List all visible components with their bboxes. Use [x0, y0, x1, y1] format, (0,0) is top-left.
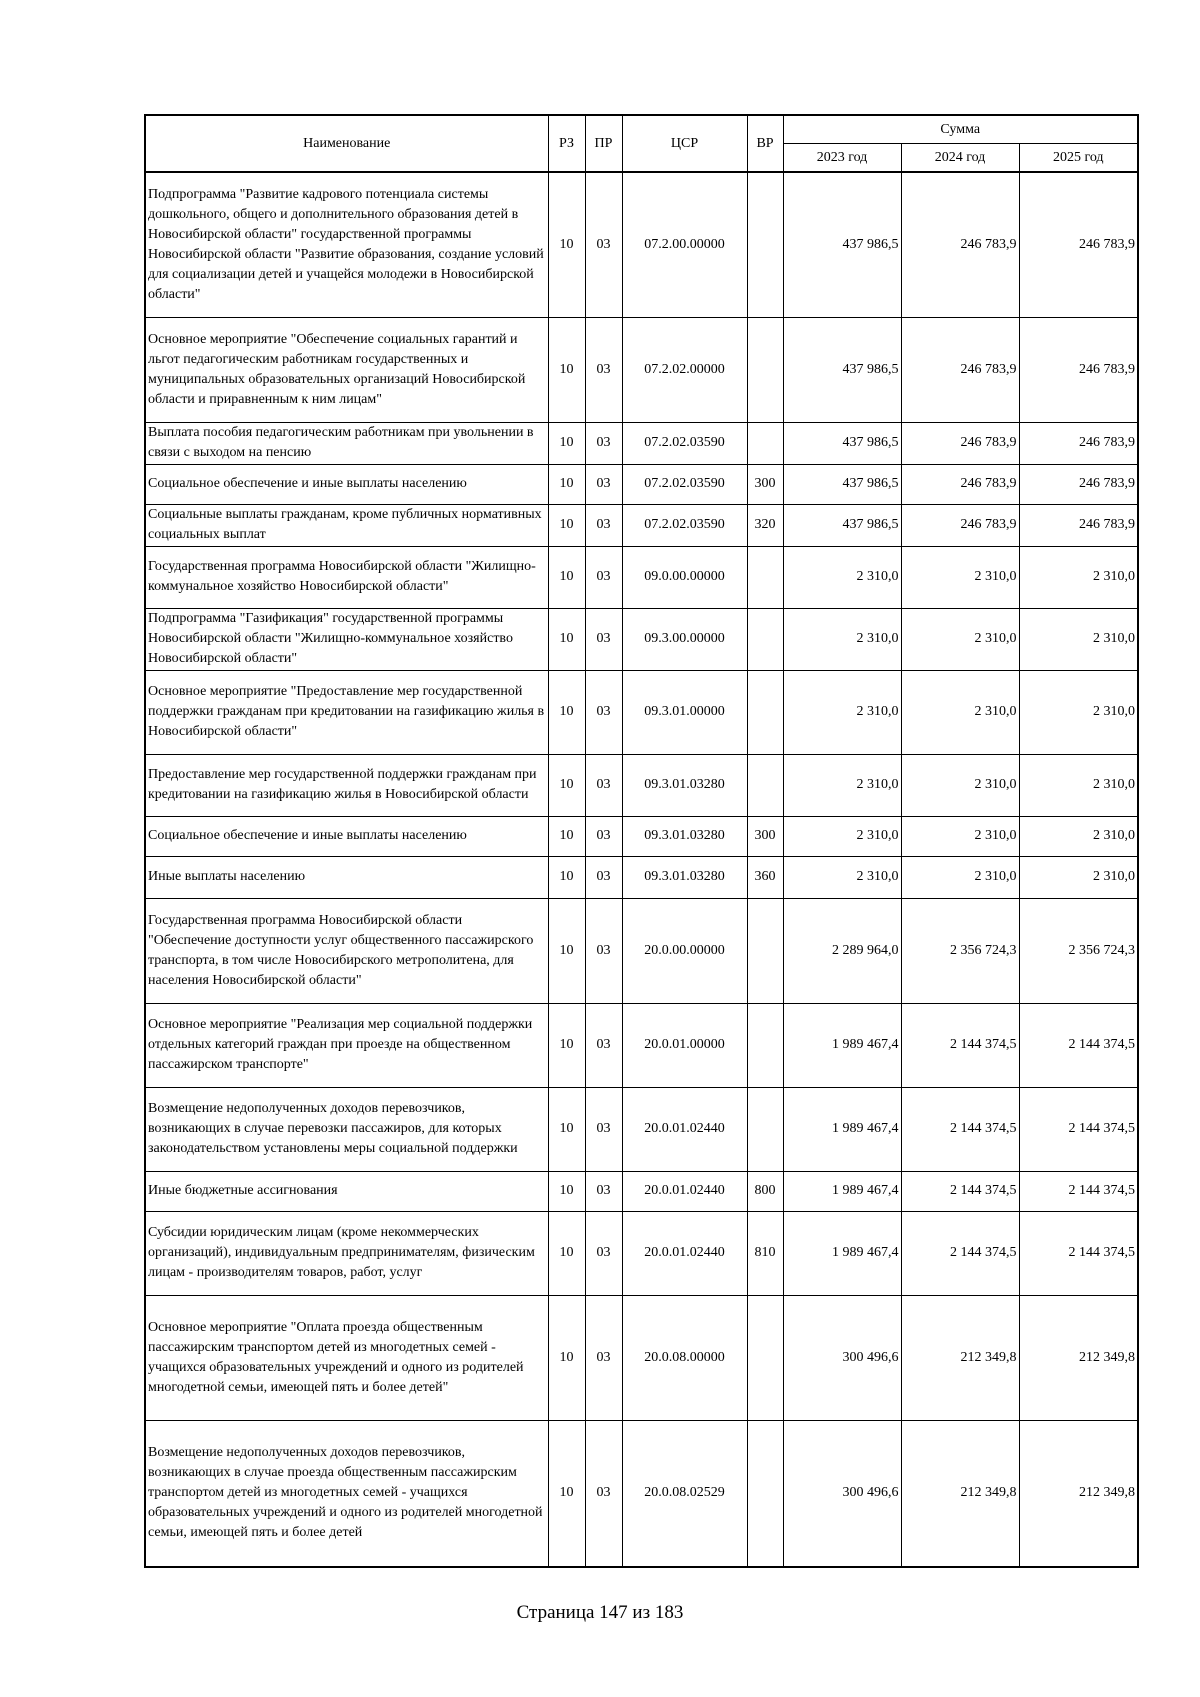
- row-csr: 09.3.01.03280: [622, 816, 747, 856]
- row-rz: 10: [548, 464, 585, 504]
- row-sum-2025: 2 144 374,5: [1019, 1171, 1138, 1211]
- table-header: [145, 115, 1138, 172]
- row-vr: [747, 670, 783, 754]
- row-pr: 03: [585, 317, 622, 422]
- row-pr: 03: [585, 1211, 622, 1295]
- row-vr: [747, 1295, 783, 1420]
- row-name: Иные бюджетные ассигнования: [145, 1171, 548, 1211]
- row-pr: 03: [585, 464, 622, 504]
- row-pr: 03: [585, 670, 622, 754]
- row-name: Возмещение недополученных доходов перевозчиков, возникающих в случае перевозки пассажиров, для которых законодательством установлены меры социальной поддержки: [145, 1087, 548, 1171]
- row-sum-2023: 2 310,0: [783, 816, 901, 856]
- row-sum-2023: 437 986,5: [783, 464, 901, 504]
- table-row: [145, 816, 1138, 856]
- row-csr: 07.2.02.03590: [622, 422, 747, 464]
- row-name: Социальное обеспечение и иные выплаты населению: [145, 816, 548, 856]
- row-sum-2023: 2 310,0: [783, 608, 901, 670]
- row-sum-2025: 246 783,9: [1019, 504, 1138, 546]
- row-sum-2025: 246 783,9: [1019, 172, 1138, 317]
- row-vr: [747, 317, 783, 422]
- row-name: Государственная программа Новосибирской области "Обеспечение доступности услуг общественного пассажирского транспорта, в том числе Новосибирского метрополитена, для населения Новосибирской области": [145, 898, 548, 1003]
- row-csr: 09.3.00.00000: [622, 608, 747, 670]
- row-csr: 20.0.00.00000: [622, 898, 747, 1003]
- table-row: [145, 754, 1138, 816]
- header-2025: 2025 год: [1019, 144, 1138, 173]
- table-row: [145, 504, 1138, 546]
- table-row: [145, 1420, 1138, 1567]
- row-sum-2025: 2 310,0: [1019, 670, 1138, 754]
- table-row: [145, 464, 1138, 504]
- row-pr: 03: [585, 1003, 622, 1087]
- row-csr: 20.0.08.02529: [622, 1420, 747, 1567]
- row-csr: 09.0.00.00000: [622, 546, 747, 608]
- row-sum-2024: 2 310,0: [901, 608, 1019, 670]
- row-name: Предоставление мер государственной поддержки гражданам при кредитовании на газификацию жилья в Новосибирской области: [145, 754, 548, 816]
- row-name: Субсидии юридическим лицам (кроме некоммерческих организаций), индивидуальным предпринимателям, физическим лицам - производителям товаров, работ, услуг: [145, 1211, 548, 1295]
- budget-table: [144, 114, 1139, 1568]
- row-vr: 360: [747, 856, 783, 898]
- row-pr: 03: [585, 1087, 622, 1171]
- table-row: [145, 856, 1138, 898]
- row-rz: 10: [548, 816, 585, 856]
- row-sum-2023: 2 310,0: [783, 754, 901, 816]
- row-sum-2025: 2 310,0: [1019, 856, 1138, 898]
- row-vr: 300: [747, 464, 783, 504]
- header-2024: 2024 год: [901, 144, 1019, 173]
- row-sum-2023: 2 310,0: [783, 546, 901, 608]
- row-pr: 03: [585, 816, 622, 856]
- row-vr: 800: [747, 1171, 783, 1211]
- row-sum-2024: 246 783,9: [901, 172, 1019, 317]
- row-sum-2023: 2 289 964,0: [783, 898, 901, 1003]
- row-rz: 10: [548, 670, 585, 754]
- row-rz: 10: [548, 504, 585, 546]
- row-csr: 20.0.01.00000: [622, 1003, 747, 1087]
- row-name: Социальное обеспечение и иные выплаты населению: [145, 464, 548, 504]
- row-sum-2024: 2 144 374,5: [901, 1003, 1019, 1087]
- row-name: Подпрограмма "Газификация" государственной программы Новосибирской области "Жилищно-коммунальное хозяйство Новосибирской области": [145, 608, 548, 670]
- header-name: Наименование: [145, 115, 548, 172]
- row-name: Основное мероприятие "Предоставление мер государственной поддержки гражданам при кредитовании на газификацию жилья в Новосибирской области": [145, 670, 548, 754]
- row-rz: 10: [548, 172, 585, 317]
- row-sum-2024: 246 783,9: [901, 504, 1019, 546]
- row-sum-2023: 1 989 467,4: [783, 1087, 901, 1171]
- row-csr: 07.2.00.00000: [622, 172, 747, 317]
- row-vr: 300: [747, 816, 783, 856]
- row-sum-2025: 212 349,8: [1019, 1420, 1138, 1567]
- row-csr: 20.0.01.02440: [622, 1171, 747, 1211]
- row-sum-2024: 2 310,0: [901, 816, 1019, 856]
- page-number: Страница 147 из 183: [516, 1602, 684, 1623]
- table-row: [145, 1087, 1138, 1171]
- table-row: [145, 1171, 1138, 1211]
- row-sum-2024: 212 349,8: [901, 1420, 1019, 1567]
- row-rz: 10: [548, 608, 585, 670]
- row-sum-2023: 1 989 467,4: [783, 1211, 901, 1295]
- row-rz: 10: [548, 422, 585, 464]
- row-csr: 20.0.08.00000: [622, 1295, 747, 1420]
- table-row: [145, 608, 1138, 670]
- row-sum-2025: 212 349,8: [1019, 1295, 1138, 1420]
- row-sum-2023: 300 496,6: [783, 1420, 901, 1567]
- row-rz: 10: [548, 546, 585, 608]
- row-rz: 10: [548, 317, 585, 422]
- table-row: [145, 317, 1138, 422]
- row-sum-2023: 1 989 467,4: [783, 1171, 901, 1211]
- row-csr: 09.3.01.00000: [622, 670, 747, 754]
- row-sum-2023: 437 986,5: [783, 172, 901, 317]
- row-vr: [747, 1087, 783, 1171]
- row-pr: 03: [585, 422, 622, 464]
- row-vr: [747, 898, 783, 1003]
- row-vr: [747, 1420, 783, 1567]
- row-rz: 10: [548, 1087, 585, 1171]
- header-pr: ПР: [585, 115, 622, 172]
- row-sum-2025: 2 144 374,5: [1019, 1003, 1138, 1087]
- header-vr: ВР: [747, 115, 783, 172]
- row-csr: 07.2.02.03590: [622, 504, 747, 546]
- row-pr: 03: [585, 172, 622, 317]
- row-rz: 10: [548, 1420, 585, 1567]
- header-rz: РЗ: [548, 115, 585, 172]
- row-sum-2025: 2 310,0: [1019, 608, 1138, 670]
- row-sum-2024: 2 310,0: [901, 754, 1019, 816]
- row-sum-2024: 246 783,9: [901, 464, 1019, 504]
- row-pr: 03: [585, 1171, 622, 1211]
- row-rz: 10: [548, 1211, 585, 1295]
- row-rz: 10: [548, 1295, 585, 1420]
- row-name: Основное мероприятие "Реализация мер социальной поддержки отдельных категорий граждан при проезде на общественном пассажирском транспорте": [145, 1003, 548, 1087]
- row-vr: 810: [747, 1211, 783, 1295]
- row-vr: [747, 754, 783, 816]
- row-csr: 20.0.01.02440: [622, 1211, 747, 1295]
- row-csr: 09.3.01.03280: [622, 754, 747, 816]
- row-sum-2025: 2 356 724,3: [1019, 898, 1138, 1003]
- row-vr: [747, 422, 783, 464]
- table-row: [145, 422, 1138, 464]
- row-sum-2025: 246 783,9: [1019, 317, 1138, 422]
- row-name: Социальные выплаты гражданам, кроме публичных нормативных социальных выплат: [145, 504, 548, 546]
- row-rz: 10: [548, 1003, 585, 1087]
- row-name: Иные выплаты населению: [145, 856, 548, 898]
- table-row: [145, 1295, 1138, 1420]
- row-pr: 03: [585, 1420, 622, 1567]
- row-sum-2025: 2 310,0: [1019, 546, 1138, 608]
- row-name: Возмещение недополученных доходов перевозчиков, возникающих в случае проезда общественным пассажирским транспортом детей из многодетных семей - учащихся образовательных учреждений и одного из родителей многодетной семьи, имеющей пять и более детей: [145, 1420, 548, 1567]
- row-sum-2023: 2 310,0: [783, 670, 901, 754]
- header-2023: 2023 год: [783, 144, 901, 173]
- row-rz: 10: [548, 1171, 585, 1211]
- row-vr: [747, 546, 783, 608]
- row-vr: 320: [747, 504, 783, 546]
- row-sum-2024: 246 783,9: [901, 422, 1019, 464]
- row-sum-2024: 2 310,0: [901, 670, 1019, 754]
- row-sum-2025: 2 144 374,5: [1019, 1087, 1138, 1171]
- row-name: Выплата пособия педагогическим работникам при увольнении в связи с выходом на пенсию: [145, 422, 548, 464]
- row-sum-2025: 2 144 374,5: [1019, 1211, 1138, 1295]
- row-pr: 03: [585, 856, 622, 898]
- row-pr: 03: [585, 754, 622, 816]
- row-sum-2023: 2 310,0: [783, 856, 901, 898]
- row-sum-2024: 2 356 724,3: [901, 898, 1019, 1003]
- row-sum-2025: 2 310,0: [1019, 816, 1138, 856]
- row-pr: 03: [585, 1295, 622, 1420]
- row-sum-2023: 437 986,5: [783, 504, 901, 546]
- table-row: [145, 670, 1138, 754]
- row-name: Подпрограмма "Развитие кадрового потенциала системы дошкольного, общего и дополнительного образования детей в Новосибирской области" государственной программы Новосибирской области "Развитие образования, создание условий для социализации детей и учащейся молодежи в Новосибирской области": [145, 172, 548, 317]
- row-rz: 10: [548, 856, 585, 898]
- row-pr: 03: [585, 608, 622, 670]
- row-name: Основное мероприятие "Оплата проезда общественным пассажирским транспортом детей из многодетных семей - учащихся образовательных учреждений и одного из родителей многодетной семьи, имеющей пять и более детей": [145, 1295, 548, 1420]
- header-csr: ЦСР: [622, 115, 747, 172]
- row-sum-2025: 246 783,9: [1019, 464, 1138, 504]
- row-sum-2024: 2 310,0: [901, 856, 1019, 898]
- row-sum-2024: 2 144 374,5: [901, 1171, 1019, 1211]
- row-name: Государственная программа Новосибирской области "Жилищно-коммунальное хозяйство Новосибирской области": [145, 546, 548, 608]
- row-csr: 09.3.01.03280: [622, 856, 747, 898]
- table-row: [145, 546, 1138, 608]
- row-sum-2024: 2 310,0: [901, 546, 1019, 608]
- row-pr: 03: [585, 546, 622, 608]
- row-csr: 07.2.02.03590: [622, 464, 747, 504]
- table-body: [145, 172, 1138, 1567]
- row-csr: 20.0.01.02440: [622, 1087, 747, 1171]
- table-row: [145, 1003, 1138, 1087]
- table-row: [145, 898, 1138, 1003]
- row-vr: [747, 172, 783, 317]
- header-sum: Сумма: [783, 115, 1138, 144]
- row-sum-2024: 2 144 374,5: [901, 1087, 1019, 1171]
- row-sum-2023: 1 989 467,4: [783, 1003, 901, 1087]
- table-row: [145, 172, 1138, 317]
- row-rz: 10: [548, 898, 585, 1003]
- row-vr: [747, 1003, 783, 1087]
- row-sum-2023: 300 496,6: [783, 1295, 901, 1420]
- row-rz: 10: [548, 754, 585, 816]
- row-sum-2023: 437 986,5: [783, 317, 901, 422]
- row-sum-2025: 2 310,0: [1019, 754, 1138, 816]
- row-pr: 03: [585, 898, 622, 1003]
- table-row: [145, 1211, 1138, 1295]
- row-pr: 03: [585, 504, 622, 546]
- row-csr: 07.2.02.00000: [622, 317, 747, 422]
- row-vr: [747, 608, 783, 670]
- row-sum-2024: 212 349,8: [901, 1295, 1019, 1420]
- row-sum-2024: 2 144 374,5: [901, 1211, 1019, 1295]
- row-name: Основное мероприятие "Обеспечение социальных гарантий и льгот педагогическим работникам государственных и муниципальных образовательных организаций Новосибирской области и приравненным к ним лицам": [145, 317, 548, 422]
- row-sum-2025: 246 783,9: [1019, 422, 1138, 464]
- row-sum-2023: 437 986,5: [783, 422, 901, 464]
- row-sum-2024: 246 783,9: [901, 317, 1019, 422]
